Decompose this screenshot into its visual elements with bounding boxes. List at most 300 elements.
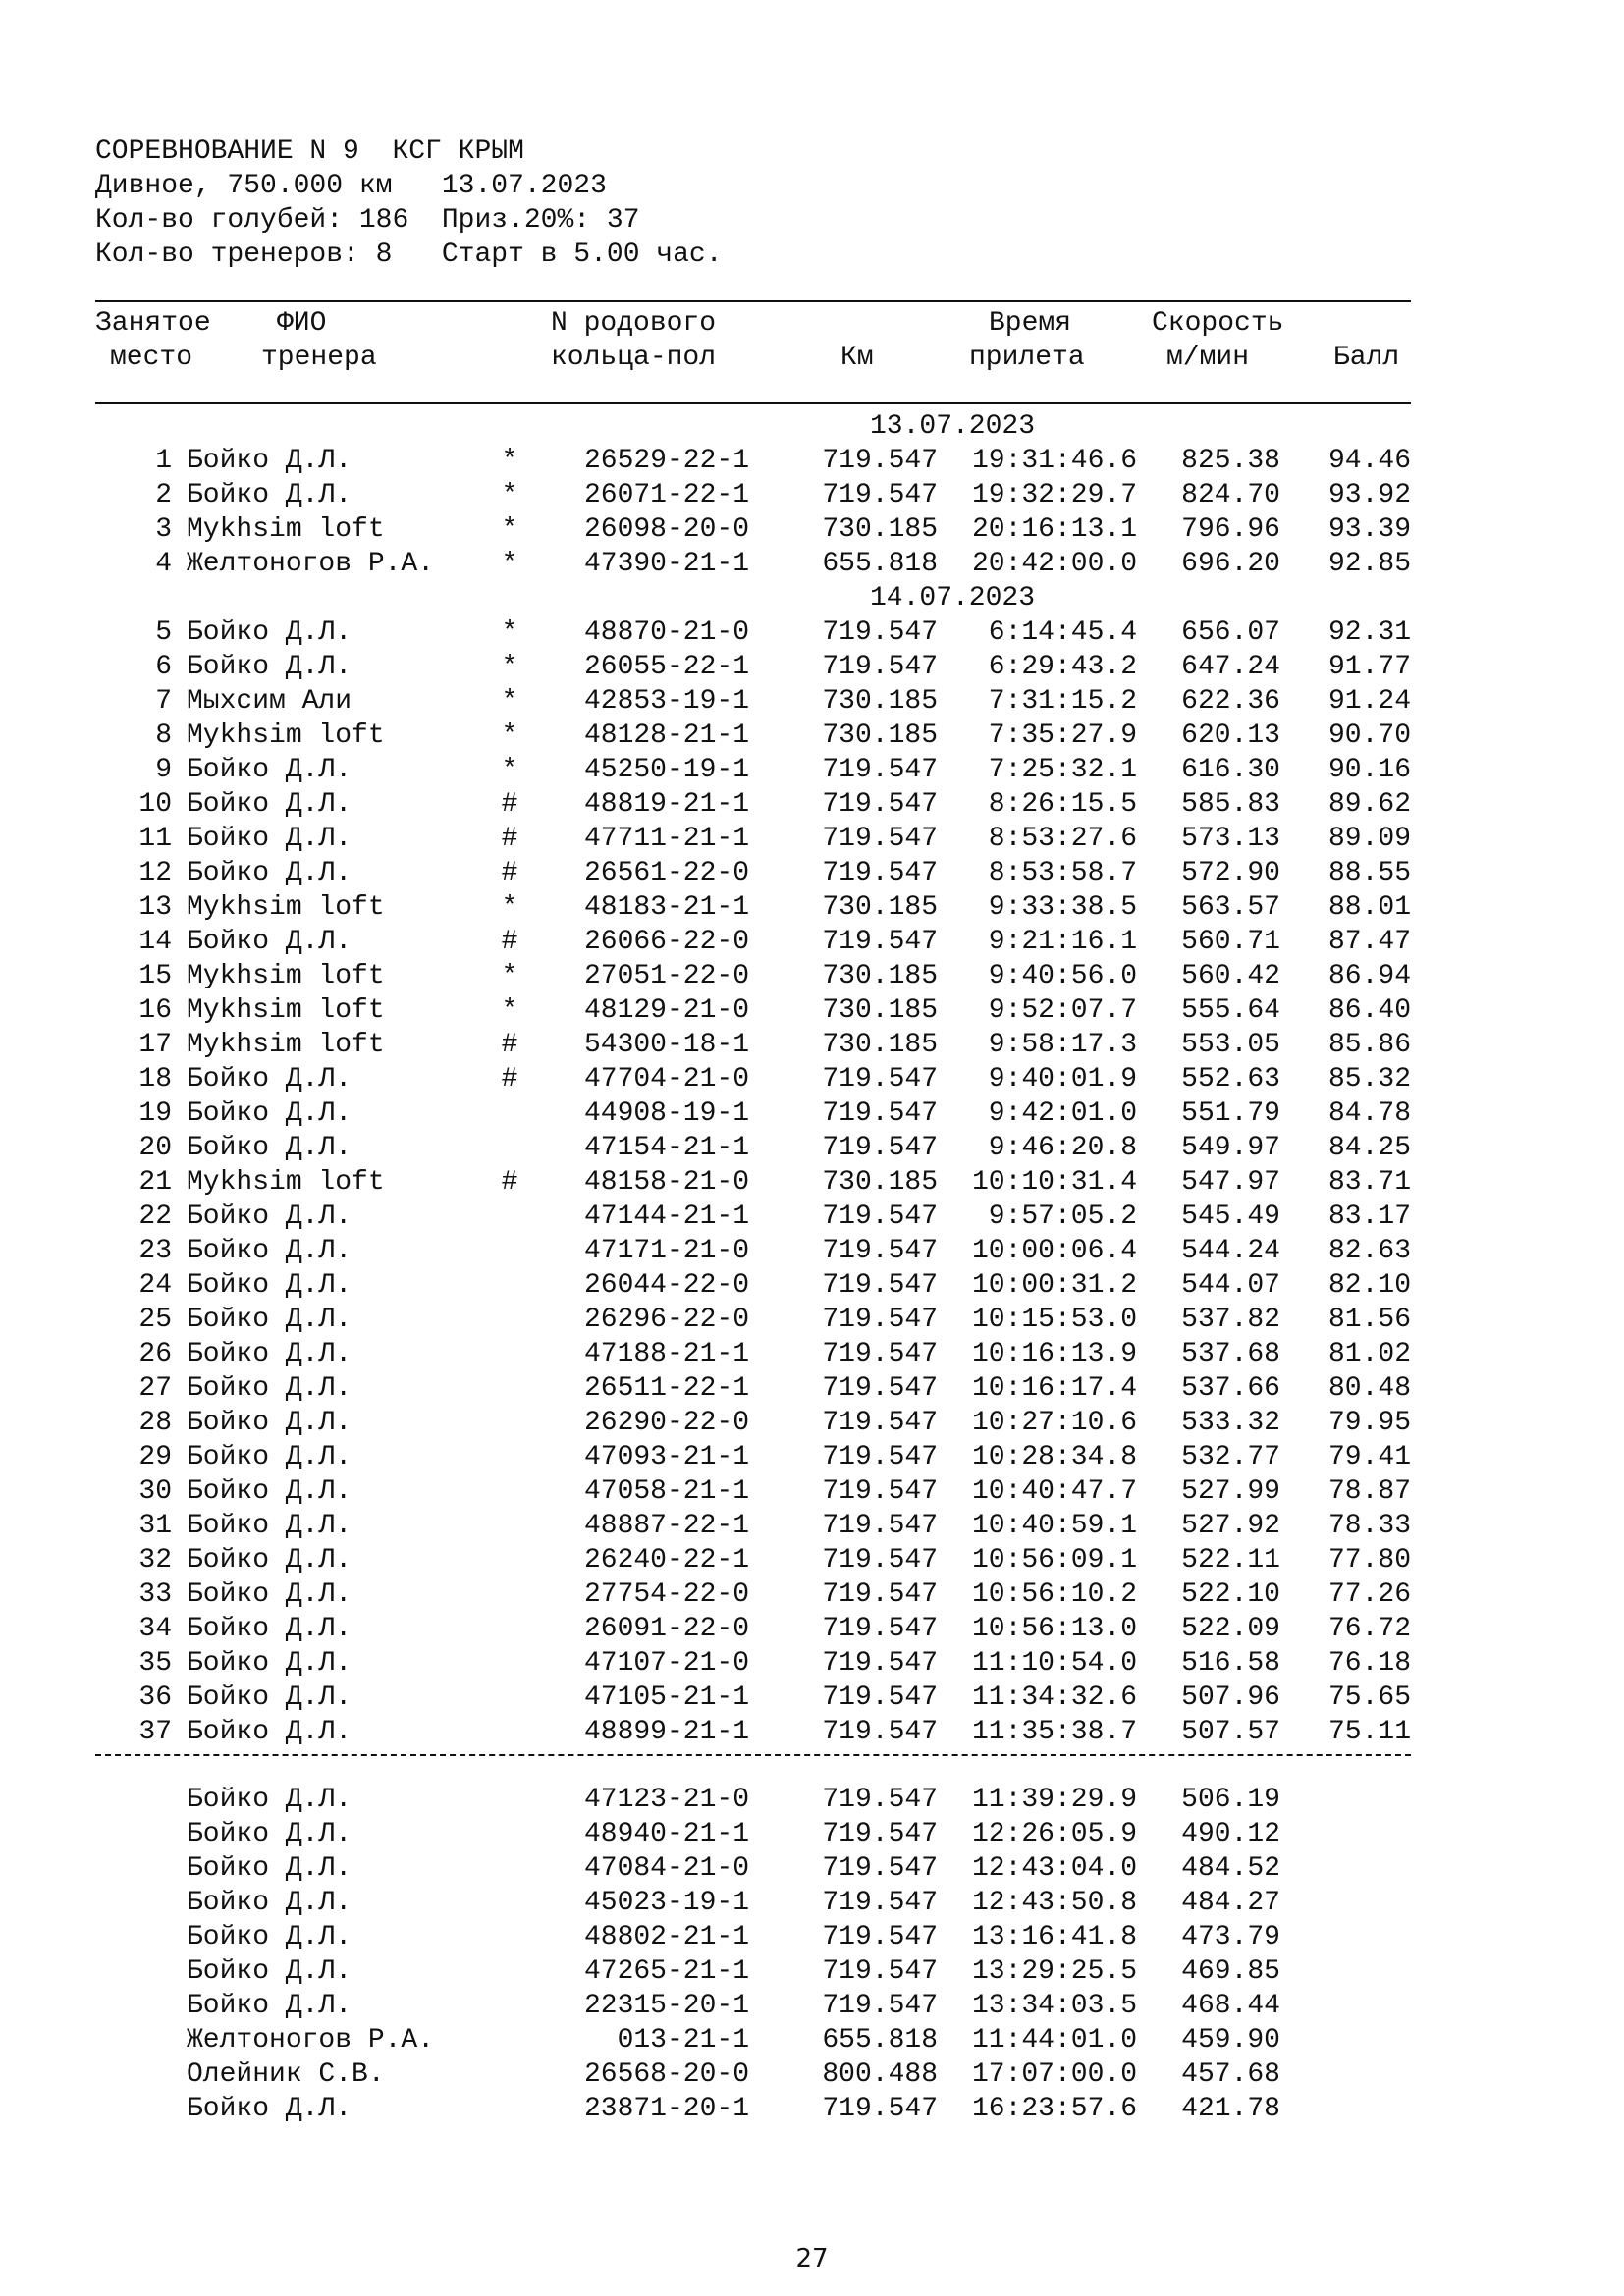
arrival-time-cell: 10:56:10.2 [971, 1579, 1137, 1610]
table-row [0, 1646, 1624, 1681]
score-cell: 88.01 [1327, 892, 1411, 923]
unplaced-row [0, 2023, 1624, 2057]
place-cell: 10 [138, 789, 172, 820]
arrival-time-cell: 10:16:17.4 [971, 1373, 1137, 1404]
score-cell: 77.80 [1327, 1545, 1411, 1575]
mark-cell: # [501, 789, 518, 820]
ring-number-cell: 26055-22-1 [583, 652, 749, 682]
place-cell: 26 [138, 1339, 172, 1369]
table-row [0, 1681, 1624, 1715]
arrival-time-cell: 17:07:00.0 [971, 2059, 1137, 2090]
table-row [0, 1406, 1624, 1440]
ring-number-cell: 48870-21-0 [583, 617, 749, 648]
distance-cell: 719.547 [822, 1785, 938, 1815]
score-cell: 84.78 [1327, 1098, 1411, 1129]
arrival-time-cell: 9:21:16.1 [988, 927, 1137, 957]
distance-cell: 719.547 [822, 1408, 938, 1438]
place-cell: 13 [138, 892, 172, 923]
distance-cell: 719.547 [822, 1373, 938, 1404]
trainer-name-cell: Mykhsim loft [187, 995, 385, 1026]
trainer-name-cell: Mykhsim loft [187, 892, 385, 923]
speed-cell: 620.13 [1181, 721, 1280, 751]
speed-cell: 563.57 [1181, 892, 1280, 923]
col-time-line2: прилета [969, 343, 1085, 373]
place-cell: 4 [155, 549, 172, 579]
ring-number-cell: 26568-20-0 [583, 2059, 749, 2090]
speed-cell: 616.30 [1181, 755, 1280, 785]
speed-cell: 547.97 [1181, 1167, 1280, 1198]
speed-cell: 507.57 [1181, 1717, 1280, 1747]
competition-title: СОРЕВНОВАНИЕ N 9 КСГ КРЫМ [95, 136, 524, 167]
trainer-name-cell: Бойко Д.Л. [187, 1922, 352, 1952]
distance-cell: 719.547 [822, 1511, 938, 1541]
ring-number-cell: 54300-18-1 [583, 1030, 749, 1060]
score-cell: 94.46 [1327, 446, 1411, 476]
speed-cell: 473.79 [1181, 1922, 1280, 1952]
distance-cell: 655.818 [822, 2025, 938, 2056]
table-row [0, 1165, 1624, 1200]
score-cell: 93.39 [1327, 514, 1411, 545]
table-row [0, 925, 1624, 959]
score-cell: 93.92 [1327, 480, 1411, 510]
score-cell: 85.86 [1327, 1030, 1411, 1060]
arrival-time-cell: 13:29:25.5 [971, 1956, 1137, 1987]
speed-cell: 527.92 [1181, 1511, 1280, 1541]
trainer-name-cell: Бойко Д.Л. [187, 446, 352, 476]
mark-cell: * [501, 652, 518, 682]
speed-cell: 573.13 [1181, 824, 1280, 854]
arrival-time-cell: 11:34:32.6 [971, 1682, 1137, 1713]
speed-cell: 552.63 [1181, 1064, 1280, 1095]
unplaced-row [0, 1851, 1624, 1886]
col-place-line2: место [110, 343, 193, 373]
col-ring-line1: N родового [551, 308, 717, 339]
arrival-time-cell: 10:00:06.4 [971, 1236, 1137, 1266]
distance-cell: 719.547 [822, 1476, 938, 1507]
place-cell: 2 [155, 480, 172, 510]
table-row [0, 478, 1624, 512]
ring-number-cell: 48899-21-1 [583, 1717, 749, 1747]
speed-cell: 484.52 [1181, 1853, 1280, 1884]
arrival-time-cell: 7:25:32.1 [988, 755, 1137, 785]
trainer-name-cell: Бойко Д.Л. [187, 1853, 352, 1884]
arrival-time-cell: 16:23:57.6 [971, 2094, 1137, 2124]
score-cell: 82.63 [1327, 1236, 1411, 1266]
ring-number-cell: 47171-21-0 [583, 1236, 749, 1266]
arrival-time-cell: 9:40:01.9 [988, 1064, 1137, 1095]
arrival-time-cell: 7:35:27.9 [988, 721, 1137, 751]
unplaced-row [0, 1954, 1624, 1989]
table-row [0, 959, 1624, 993]
place-cell: 24 [138, 1270, 172, 1301]
ring-number-cell: 48158-21-0 [583, 1167, 749, 1198]
distance-cell: 719.547 [822, 2094, 938, 2124]
table-row [0, 993, 1624, 1028]
trainer-name-cell: Бойко Д.Л. [187, 1991, 352, 2021]
distance-cell: 719.547 [822, 858, 938, 888]
col-ring-line2: кольца-пол [551, 343, 717, 373]
mark-cell: # [501, 927, 518, 957]
place-cell: 15 [138, 961, 172, 991]
distance-cell: 719.547 [822, 1064, 938, 1095]
ring-number-cell: 47105-21-1 [583, 1682, 749, 1713]
place-cell: 29 [138, 1442, 172, 1472]
place-cell: 1 [155, 446, 172, 476]
distance-cell: 730.185 [822, 961, 938, 991]
ring-number-cell: 27754-22-0 [583, 1579, 749, 1610]
speed-cell: 522.11 [1181, 1545, 1280, 1575]
place-cell: 9 [155, 755, 172, 785]
distance-cell: 719.547 [822, 1339, 938, 1369]
speed-cell: 527.99 [1181, 1476, 1280, 1507]
ring-number-cell: 47704-21-0 [583, 1064, 749, 1095]
trainer-name-cell: Mykhsim loft [187, 514, 385, 545]
ring-number-cell: 47144-21-1 [583, 1201, 749, 1232]
distance-cell: 730.185 [822, 892, 938, 923]
speed-cell: 551.79 [1181, 1098, 1280, 1129]
arrival-time-cell: 10:15:53.0 [971, 1305, 1137, 1335]
arrival-time-cell: 11:10:54.0 [971, 1648, 1137, 1679]
place-cell: 27 [138, 1373, 172, 1404]
mark-cell: # [501, 1030, 518, 1060]
place-cell: 11 [138, 824, 172, 854]
mark-cell: * [501, 995, 518, 1026]
ring-number-cell: 48128-21-1 [583, 721, 749, 751]
ring-number-cell: 48819-21-1 [583, 789, 749, 820]
speed-cell: 468.44 [1181, 1991, 1280, 2021]
distance-cell: 719.547 [822, 1201, 938, 1232]
table-row [0, 1612, 1624, 1646]
trainer-name-cell: Бойко Д.Л. [187, 1442, 352, 1472]
trainer-name-cell: Бойко Д.Л. [187, 1956, 352, 1987]
place-cell: 17 [138, 1030, 172, 1060]
speed-cell: 457.68 [1181, 2059, 1280, 2090]
place-cell: 14 [138, 927, 172, 957]
distance-cell: 719.547 [822, 824, 938, 854]
mark-cell: # [501, 858, 518, 888]
mark-cell: # [501, 824, 518, 854]
ring-number-cell: 27051-22-0 [583, 961, 749, 991]
table-row [0, 856, 1624, 890]
trainer-name-cell: Бойко Д.Л. [187, 1098, 352, 1129]
distance-cell: 719.547 [822, 1133, 938, 1163]
speed-cell: 484.27 [1181, 1888, 1280, 1918]
arrival-time-cell: 8:53:27.6 [988, 824, 1137, 854]
place-cell: 22 [138, 1201, 172, 1232]
table-row [0, 512, 1624, 547]
trainer-name-cell: Бойко Д.Л. [187, 1682, 352, 1713]
distance-cell: 800.488 [822, 2059, 938, 2090]
mark-cell: * [501, 549, 518, 579]
ring-number-cell: 26071-22-1 [583, 480, 749, 510]
table-row [0, 1543, 1624, 1577]
ring-number-cell: 26511-22-1 [583, 1373, 749, 1404]
distance-cell: 719.547 [822, 446, 938, 476]
arrival-time-cell: 10:28:34.8 [971, 1442, 1137, 1472]
speed-cell: 506.19 [1181, 1785, 1280, 1815]
ring-number-cell: 26066-22-0 [583, 927, 749, 957]
table-row [0, 1440, 1624, 1474]
ring-number-cell: 26290-22-0 [583, 1408, 749, 1438]
distance-cell: 719.547 [822, 1442, 938, 1472]
speed-cell: 656.07 [1181, 617, 1280, 648]
place-cell: 28 [138, 1408, 172, 1438]
trainer-name-cell: Бойко Д.Л. [187, 1785, 352, 1815]
arrival-time-cell: 20:42:00.0 [971, 549, 1137, 579]
table-row [0, 1096, 1624, 1131]
distance-cell: 719.547 [822, 1717, 938, 1747]
ring-number-cell: 26529-22-1 [583, 446, 749, 476]
date-row [0, 581, 1624, 615]
unplaced-row [0, 1989, 1624, 2023]
distance-cell: 719.547 [822, 1236, 938, 1266]
trainer-name-cell: Mykhsim loft [187, 1167, 385, 1198]
arrival-time-cell: 10:56:13.0 [971, 1614, 1137, 1644]
score-cell: 86.94 [1327, 961, 1411, 991]
table-row [0, 822, 1624, 856]
col-time-line1: Время [989, 308, 1072, 339]
ring-number-cell: 42853-19-1 [583, 686, 749, 717]
place-cell: 36 [138, 1682, 172, 1713]
score-cell: 75.11 [1327, 1717, 1411, 1747]
speed-cell: 490.12 [1181, 1819, 1280, 1849]
place-cell: 23 [138, 1236, 172, 1266]
trainer-name-cell: Бойко Д.Л. [187, 1888, 352, 1918]
distance-cell: 719.547 [822, 1648, 938, 1679]
table-row [0, 787, 1624, 822]
place-cell: 18 [138, 1064, 172, 1095]
mark-cell: * [501, 721, 518, 751]
distance-cell: 719.547 [822, 1888, 938, 1918]
arrival-time-cell: 10:00:31.2 [971, 1270, 1137, 1301]
trainer-name-cell: Мыхсим Али [187, 686, 352, 717]
mark-cell: * [501, 755, 518, 785]
trainer-name-cell: Олейник С.В. [187, 2059, 385, 2090]
table-row [0, 1200, 1624, 1234]
score-cell: 86.40 [1327, 995, 1411, 1026]
score-cell: 90.16 [1327, 755, 1411, 785]
ring-number-cell: 26091-22-0 [583, 1614, 749, 1644]
arrival-time-cell: 12:26:05.9 [971, 1819, 1137, 1849]
arrival-time-cell: 10:40:47.7 [971, 1476, 1137, 1507]
ring-number-cell: 47107-21-0 [583, 1648, 749, 1679]
score-cell: 91.24 [1327, 686, 1411, 717]
score-cell: 81.02 [1327, 1339, 1411, 1369]
place-cell: 37 [138, 1717, 172, 1747]
distance-cell: 719.547 [822, 1098, 938, 1129]
table-row [0, 1268, 1624, 1303]
ring-number-cell: 013-21-1 [617, 2025, 749, 2056]
arrival-time-cell: 13:34:03.5 [971, 1991, 1137, 2021]
trainer-name-cell: Бойко Д.Л. [187, 1648, 352, 1679]
speed-cell: 533.32 [1181, 1408, 1280, 1438]
table-row [0, 890, 1624, 925]
trainer-name-cell: Бойко Д.Л. [187, 2094, 352, 2124]
arrival-time-cell: 12:43:04.0 [971, 1853, 1137, 1884]
arrival-time-cell: 19:31:46.6 [971, 446, 1137, 476]
speed-cell: 572.90 [1181, 858, 1280, 888]
trainer-name-cell: Бойко Д.Л. [187, 858, 352, 888]
table-row [0, 1028, 1624, 1062]
trainer-name-cell: Бойко Д.Л. [187, 1133, 352, 1163]
score-cell: 90.70 [1327, 721, 1411, 751]
score-cell: 75.65 [1327, 1682, 1411, 1713]
unplaced-row [0, 1783, 1624, 1817]
trainer-name-cell: Бойко Д.Л. [187, 1579, 352, 1610]
trainer-name-cell: Mykhsim loft [187, 721, 385, 751]
date-heading: 13.07.2023 [869, 411, 1036, 442]
col-speed-line2: м/мин [1166, 343, 1250, 373]
ring-number-cell: 47154-21-1 [583, 1133, 749, 1163]
mark-cell: # [501, 1167, 518, 1198]
score-cell: 82.10 [1327, 1270, 1411, 1301]
unplaced-row [0, 1886, 1624, 1920]
ring-number-cell: 45250-19-1 [583, 755, 749, 785]
mark-cell: * [501, 480, 518, 510]
speed-cell: 560.71 [1181, 927, 1280, 957]
ring-number-cell: 47711-21-1 [583, 824, 749, 854]
arrival-time-cell: 8:53:58.7 [988, 858, 1137, 888]
distance-cell: 719.547 [822, 480, 938, 510]
arrival-time-cell: 9:58:17.3 [988, 1030, 1137, 1060]
arrival-time-cell: 10:27:10.6 [971, 1408, 1137, 1438]
score-cell: 83.71 [1327, 1167, 1411, 1198]
place-cell: 3 [155, 514, 172, 545]
trainer-name-cell: Бойко Д.Л. [187, 1236, 352, 1266]
arrival-time-cell: 13:16:41.8 [971, 1922, 1137, 1952]
ring-number-cell: 47093-21-1 [583, 1442, 749, 1472]
place-cell: 33 [138, 1579, 172, 1610]
place-cell: 6 [155, 652, 172, 682]
results-table [0, 409, 1624, 1749]
trainer-name-cell: Бойко Д.Л. [187, 824, 352, 854]
trainer-name-cell: Бойко Д.Л. [187, 1201, 352, 1232]
col-name-line2: тренера [261, 343, 377, 373]
arrival-time-cell: 9:33:38.5 [988, 892, 1137, 923]
place-cell: 34 [138, 1614, 172, 1644]
arrival-time-cell: 8:26:15.5 [988, 789, 1137, 820]
header-top-rule [95, 300, 1411, 302]
score-cell: 87.47 [1327, 927, 1411, 957]
speed-cell: 549.97 [1181, 1133, 1280, 1163]
trainer-name-cell: Бойко Д.Л. [187, 1373, 352, 1404]
unplaced-results [0, 1783, 1624, 2126]
header-bottom-rule [95, 402, 1411, 404]
score-cell: 92.31 [1327, 617, 1411, 648]
score-cell: 76.18 [1327, 1648, 1411, 1679]
place-cell: 32 [138, 1545, 172, 1575]
ring-number-cell: 26098-20-0 [583, 514, 749, 545]
arrival-time-cell: 11:39:29.9 [971, 1785, 1137, 1815]
ring-number-cell: 47390-21-1 [583, 549, 749, 579]
trainer-name-cell: Бойко Д.Л. [187, 789, 352, 820]
table-row [0, 615, 1624, 650]
score-cell: 89.09 [1327, 824, 1411, 854]
date-heading: 14.07.2023 [869, 583, 1036, 614]
mark-cell: * [501, 686, 518, 717]
place-cell: 19 [138, 1098, 172, 1129]
trainer-name-cell: Желтоногов Р.А. [187, 2025, 435, 2056]
table-row [0, 684, 1624, 719]
ring-number-cell: 22315-20-1 [583, 1991, 749, 2021]
arrival-time-cell: 10:10:31.4 [971, 1167, 1137, 1198]
distance-cell: 719.547 [822, 1922, 938, 1952]
speed-cell: 555.64 [1181, 995, 1280, 1026]
ring-number-cell: 48183-21-1 [583, 892, 749, 923]
ring-number-cell: 47123-21-0 [583, 1785, 749, 1815]
report-header [95, 134, 723, 272]
score-cell: 79.41 [1327, 1442, 1411, 1472]
column-headers [0, 306, 1624, 375]
arrival-time-cell: 20:16:13.1 [971, 514, 1137, 545]
speed-cell: 544.07 [1181, 1270, 1280, 1301]
trainer-name-cell: Бойко Д.Л. [187, 1717, 352, 1747]
score-cell: 83.17 [1327, 1201, 1411, 1232]
distance-cell: 719.547 [822, 1991, 938, 2021]
ring-number-cell: 23871-20-1 [583, 2094, 749, 2124]
trainer-name-cell: Бойко Д.Л. [187, 1511, 352, 1541]
table-row [0, 1715, 1624, 1749]
col-name-line1: ФИО [277, 308, 327, 339]
distance-cell: 719.547 [822, 652, 938, 682]
distance-cell: 719.547 [822, 1819, 938, 1849]
score-cell: 77.26 [1327, 1579, 1411, 1610]
distance-cell: 719.547 [822, 1682, 938, 1713]
page-number: 27 [795, 2244, 829, 2273]
speed-cell: 516.58 [1181, 1648, 1280, 1679]
trainer-name-cell: Mykhsim loft [187, 1030, 385, 1060]
score-cell: 81.56 [1327, 1305, 1411, 1335]
date-row [0, 409, 1624, 444]
score-cell: 91.77 [1327, 652, 1411, 682]
distance-cell: 730.185 [822, 1030, 938, 1060]
distance-cell: 719.547 [822, 755, 938, 785]
score-cell: 78.33 [1327, 1511, 1411, 1541]
distance-cell: 719.547 [822, 1545, 938, 1575]
place-cell: 5 [155, 617, 172, 648]
table-row [0, 1131, 1624, 1165]
table-row [0, 650, 1624, 684]
distance-cell: 730.185 [822, 995, 938, 1026]
distance-cell: 719.547 [822, 1853, 938, 1884]
ring-number-cell: 26240-22-1 [583, 1545, 749, 1575]
distance-cell: 719.547 [822, 789, 938, 820]
arrival-time-cell: 11:35:38.7 [971, 1717, 1137, 1747]
speed-cell: 696.20 [1181, 549, 1280, 579]
table-row [0, 444, 1624, 478]
unplaced-row [0, 2092, 1624, 2126]
unplaced-row [0, 1817, 1624, 1851]
trainer-name-cell: Бойко Д.Л. [187, 755, 352, 785]
speed-cell: 796.96 [1181, 514, 1280, 545]
table-row [0, 547, 1624, 581]
mark-cell: * [501, 961, 518, 991]
mark-cell: * [501, 892, 518, 923]
ring-number-cell: 26296-22-0 [583, 1305, 749, 1335]
table-row [0, 1062, 1624, 1096]
trainer-name-cell: Бойко Д.Л. [187, 480, 352, 510]
ring-number-cell: 48940-21-1 [583, 1819, 749, 1849]
trainer-name-cell: Бойко Д.Л. [187, 1614, 352, 1644]
ring-number-cell: 47058-21-1 [583, 1476, 749, 1507]
speed-cell: 532.77 [1181, 1442, 1280, 1472]
place-cell: 20 [138, 1133, 172, 1163]
distance-cell: 719.547 [822, 1305, 938, 1335]
col-km: Км [840, 343, 874, 373]
speed-cell: 545.49 [1181, 1201, 1280, 1232]
arrival-time-cell: 6:14:45.4 [988, 617, 1137, 648]
arrival-time-cell: 9:40:56.0 [988, 961, 1137, 991]
